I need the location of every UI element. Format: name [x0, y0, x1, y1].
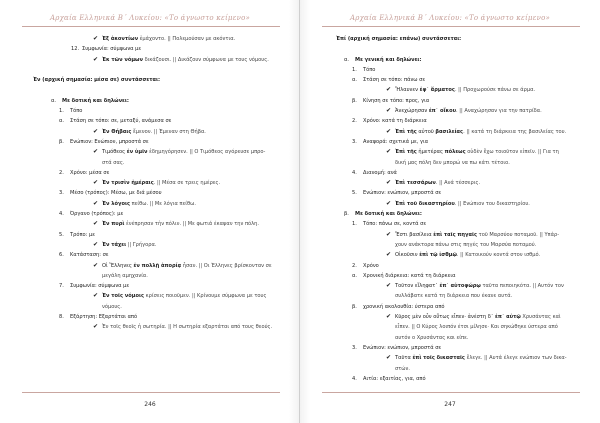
translation-text: στών. [395, 365, 411, 372]
text-line [318, 65, 584, 75]
list-marker: 3. [352, 138, 357, 145]
checkmark-icon: ✔ [386, 148, 392, 156]
checkmark-icon: ✔ [386, 282, 392, 290]
text-line [318, 96, 584, 106]
text-segment: Τόπο [363, 66, 376, 73]
text-segment: Εξάρτηση: Εξαρτάται από [70, 314, 138, 321]
text-line [318, 209, 584, 219]
checkmark-icon: ✔ [93, 148, 99, 156]
translation-text: τοῦ Μαρσύου ποταμοῦ. || Υπάρ- [477, 231, 560, 238]
text-line [318, 219, 584, 229]
checkmark-icon: ✔ [93, 261, 99, 269]
text-line [33, 322, 283, 332]
text-line [318, 250, 584, 260]
example-keyword: ἐπὶ ταῖς πηγαῖς [433, 231, 478, 238]
example-keyword: Με δοτική και δηλώνει: [62, 97, 129, 104]
text-line [318, 85, 584, 95]
text-segment: Αναφορά: σχετικά με, για [363, 138, 429, 145]
translation-text: . || Ανά τέσσερις. [435, 180, 481, 187]
text-segment: Οἰκοῦσιν [395, 252, 420, 259]
example-keyword: ἐπ᾽ αὐτοφώρῳ [439, 283, 481, 290]
text-segment: ἡμετέρας [416, 149, 445, 156]
page-number: 246 [144, 401, 156, 408]
text-line [318, 55, 584, 65]
text-line [33, 85, 283, 95]
gutter-shadow [289, 0, 299, 423]
list-marker: 6. [59, 252, 64, 259]
text-segment: Τρόπο: με [70, 231, 95, 238]
page-number: 247 [444, 401, 456, 408]
example-keyword: Ἐν (αρχική σημασία: μέσα σε) συντάσσεται: [33, 77, 161, 84]
checkmark-icon: ✔ [93, 55, 99, 63]
text-segment: Χρόνο: μέσα σε [70, 169, 110, 176]
example-keyword: πόλεως [444, 149, 466, 156]
text-segment: Ἔστι βασίλεια [395, 231, 434, 238]
text-line [33, 127, 283, 137]
translation-text: στά σας. [102, 159, 125, 166]
text-line [33, 75, 283, 85]
translation-text: . || Κατοικούν κοντά στον ισθμό. [456, 252, 541, 259]
text-line [318, 137, 584, 147]
list-marker: α. [352, 272, 357, 279]
example-keyword: Ἐπί (αρχική σημασία: επάνω) συντάσσεται: [336, 36, 462, 42]
example-keyword: Ἐπὶ τῆς [395, 149, 417, 156]
translation-text: εἶπεν. || Ο Κύρος λοιπόν έτσι μίλησε· Και σηκώθηκε ύστερα από [395, 324, 558, 331]
page-body [318, 34, 584, 384]
text-line [318, 44, 584, 54]
example-keyword: ἐπὶ τῷ ἰσθμῷ [419, 252, 457, 259]
text-segment: Τόπο [70, 108, 83, 115]
list-marker: 12. [71, 46, 80, 53]
translation-text: ταῦτα πεποιηκότα. || Αυτόν τον [480, 283, 564, 290]
list-marker: 2. [59, 169, 64, 176]
text-line [33, 250, 283, 260]
text-line [318, 240, 584, 250]
text-line [33, 96, 283, 106]
checkmark-icon: ✔ [386, 230, 392, 238]
text-segment: αὐτοῦ [416, 128, 436, 135]
text-line [318, 261, 584, 271]
text-segment: Ενώπιον: ενώπιον, μπροστά σε [363, 344, 442, 351]
checkmark-icon: ✔ [93, 35, 99, 42]
example-keyword: Ἐπὶ τοῦ δικαστηρίου [395, 200, 455, 207]
page-header: Αρχαία Ελληνικά Β΄ Λυκείου: «Το άγνωστο κείμενο» [350, 14, 550, 22]
example-keyword: Ἐπὶ τεσσάρων [395, 180, 436, 187]
text-line [318, 188, 584, 198]
right-page [300, 0, 600, 423]
translation-text: νόμους. [102, 303, 122, 310]
example-keyword: Ἐν τρισὶν ἡμέραις [102, 180, 154, 187]
list-marker: 3. [59, 190, 64, 197]
example-keyword: Ἐν τοῖς νόμοις [102, 293, 145, 300]
text-line [33, 281, 283, 291]
translation-text: συλλάβατε κατά τη διάρκεια που έκανε αυτά. [395, 293, 513, 300]
translation-text: ἦσαν. || Οι Έλληνες βρίσκονταν σε [181, 262, 272, 269]
text-line [318, 106, 584, 116]
text-line [318, 364, 584, 374]
text-line [318, 230, 584, 240]
example-keyword: Ἐν Θήβαις [102, 128, 132, 135]
text-line [33, 168, 283, 178]
translation-text: . || Μέσα σε τρεις ημέρες. [153, 180, 221, 187]
example-keyword: ἐπ᾽ οἴκου [428, 108, 457, 115]
text-segment: Ενώπιον: ενώπιον, μπροστά σε [363, 190, 442, 197]
list-marker: 2. [352, 262, 357, 269]
text-line [33, 34, 283, 44]
text-line [33, 302, 283, 312]
footer-rule [322, 392, 580, 393]
translation-text: χουν ανάκτορα πάνω στις πηγές του Μαρσύα ποταμού. [395, 241, 537, 248]
list-marker: 3. [352, 344, 357, 351]
list-marker: α. [59, 118, 64, 125]
text-segment: Ενώπιον: Ενώπιον, μπροστά σε [70, 138, 149, 145]
list-marker: 4. [352, 375, 357, 382]
translation-text: . || Προχωρούσε πάνω σε άρμα. [454, 87, 536, 94]
text-line [33, 188, 283, 198]
text-line [33, 158, 283, 168]
text-line [318, 322, 584, 332]
text-segment: Διανομή: ανά [363, 169, 397, 176]
list-marker: β. [352, 97, 357, 104]
checkmark-icon: ✔ [93, 220, 99, 228]
checkmark-icon: ✔ [93, 240, 99, 248]
list-marker: 2. [352, 118, 357, 125]
text-segment: Τόπο: πάνω σε, κοντά σε [363, 221, 427, 228]
translation-text: κρίσεις ποιοῦμεν. || Κρίνουμε σύμφωνα με τους [144, 293, 267, 300]
example-keyword: ἐπ᾽ αὐτῷ [495, 314, 521, 321]
example-keyword: Με δοτική και δηλώνει: [355, 211, 422, 218]
list-marker: 7. [59, 283, 64, 290]
checkmark-icon: ✔ [93, 199, 99, 207]
example-keyword: Ἐπὶ τῆς [395, 128, 417, 135]
translation-text: μεγάλη αμηχανία. [102, 272, 148, 279]
checkmark-icon: ✔ [386, 179, 392, 187]
translation-text: δική μας πόλη δεν μπορώ να πω κάτι τέτοιο. [395, 159, 510, 166]
checkmark-icon: ✔ [386, 127, 392, 135]
text-line [33, 271, 283, 281]
translation-text: . || Ενώπιον του δικαστηρίου. [454, 200, 530, 207]
text-segment: Αιτία: εξαιτίας, για, από [363, 375, 426, 382]
text-line [33, 44, 283, 54]
text-line [33, 261, 283, 271]
translation-text: ἐδημηγόρησεν. || Ο Τιμόθεος αγόρευσε μπρο- [147, 149, 266, 156]
example-keyword: ἐν ὑμῖν [126, 149, 148, 156]
text-line [33, 106, 283, 116]
text-line [33, 312, 283, 322]
text-line [318, 34, 584, 44]
text-line [33, 291, 283, 301]
text-line [318, 374, 584, 384]
text-segment: χρονική ακολουθία: ύστερα από [363, 303, 445, 310]
example-keyword: Ἐν τάχει [102, 241, 127, 248]
text-segment: Ταῦτα [395, 355, 413, 362]
text-line [318, 302, 584, 312]
text-segment: Χρόνο [363, 262, 379, 269]
text-line [318, 127, 584, 137]
text-segment: Ἤλαυνεν [395, 87, 420, 94]
checkmark-icon: ✔ [386, 251, 392, 259]
translation-text: Χρυσάντας καὶ [520, 314, 561, 321]
list-marker: α. [344, 56, 349, 63]
header-rule [22, 26, 280, 27]
text-segment: Χρονική διάρκεια: κατά τη διάρκεια [363, 272, 456, 279]
example-keyword: Ἐν πυρὶ [102, 221, 125, 228]
text-segment: Χρόνο: κατά τη διάρκεια [363, 118, 427, 125]
checkmark-icon: ✔ [386, 313, 392, 321]
text-segment: Όργανο (τρόπος): με [70, 211, 124, 218]
text-line [33, 240, 283, 250]
page-header: Αρχαία Ελληνικά Β΄ Λυκείου: «Το άγνωστο κείμενο» [50, 14, 250, 22]
translation-text: . || Αναχώρησαν για την πατρίδα. [456, 108, 542, 115]
example-keyword: Ἐκ τῶν νόμων [102, 56, 143, 63]
text-line [33, 178, 283, 188]
translation-text: Ἐν τοῖς θεοῖς ἡ σωτηρία. || Η σωτηρία εξαρτάται από τους θεούς. [102, 324, 273, 331]
page-body [33, 34, 283, 333]
text-line [318, 281, 584, 291]
list-marker: 5. [352, 190, 357, 197]
text-line [33, 55, 283, 65]
text-segment: Στάση σε τόπο: σε, μεταξύ, ανάμεσα σε [70, 118, 172, 125]
text-line [318, 333, 584, 343]
translation-text: ἐνέπρησαν τὴν πόλιν. || Με φωτιά έκαψαν την πόλη. [124, 221, 260, 228]
list-marker: 5. [59, 231, 64, 238]
text-line [33, 199, 283, 209]
list-marker: 1. [59, 108, 64, 115]
list-marker: 1. [352, 221, 357, 228]
text-line [33, 65, 283, 75]
translation-text: αυτόν ο Χρυσάντας και είπε. [395, 334, 469, 341]
text-line [33, 116, 283, 126]
text-line [318, 291, 584, 301]
example-keyword: ἐπὶ τοῖς δικασταῖς [412, 355, 465, 362]
gutter-shadow [300, 0, 310, 423]
list-marker: α. [51, 97, 56, 104]
example-keyword: βασιλείας [435, 128, 464, 135]
example-keyword: ἐφ᾽ ἅρματος [419, 87, 455, 94]
list-marker: β. [59, 138, 64, 145]
text-line [318, 75, 584, 85]
checkmark-icon: ✔ [93, 323, 99, 331]
text-segment: Κατάσταση: σε [70, 252, 109, 259]
checkmark-icon: ✔ [386, 86, 392, 94]
text-line [318, 312, 584, 322]
text-segment: Τιμόθεος [102, 149, 127, 156]
checkmark-icon: ✔ [386, 107, 392, 115]
list-marker: β. [352, 303, 357, 310]
list-marker: 4. [352, 169, 357, 176]
text-line [318, 178, 584, 188]
text-segment: Τοῦτον εἴληφατ᾽ [395, 283, 440, 290]
text-line [33, 147, 283, 157]
text-line [33, 209, 283, 219]
text-segment: Οἱ Ἕλληνες [102, 262, 134, 269]
text-line [318, 147, 584, 157]
header-rule [322, 26, 580, 27]
text-line [318, 199, 584, 209]
translation-text: πείθω. || Με λόγια πείθω. [129, 200, 196, 207]
text-line [318, 353, 584, 363]
list-marker: 1. [352, 66, 357, 73]
checkmark-icon: ✔ [93, 179, 99, 187]
text-segment: Συμφωνία: σύμφωνα με [82, 46, 142, 53]
text-line [33, 137, 283, 147]
text-line [33, 230, 283, 240]
checkmark-icon: ✔ [386, 354, 392, 362]
list-marker: β. [344, 211, 349, 218]
text-line [318, 116, 584, 126]
text-segment: Συμφωνία: σύμφωνα με [70, 283, 130, 290]
translation-text: ἔμενον. || Έμεναν στη Θήβα. [131, 128, 206, 135]
checkmark-icon: ✔ [386, 199, 392, 207]
translation-text: ἐμάχοντο. || Πολεμούσαν με ακόντια. [138, 36, 236, 42]
text-segment: Κίνηση σε τόπο: προς, για [363, 97, 430, 104]
example-keyword: ἐν πολλῇ ἀπορίᾳ [133, 262, 182, 269]
checkmark-icon: ✔ [93, 292, 99, 300]
translation-text: ἔλεγε. || Αυτά έλεγε ενώπιον των δικα- [464, 355, 567, 362]
text-line [318, 271, 584, 281]
translation-text: || Γρήγορα. [126, 241, 157, 248]
list-marker: 4. [59, 211, 64, 218]
example-keyword: Ἐξ ἀκοντίων [102, 36, 139, 42]
example-keyword: Με γενική και δηλώνει: [355, 56, 422, 63]
translation-text: . || κατά τη διάρκεια της βασιλείας του. [463, 128, 567, 135]
text-line [318, 168, 584, 178]
text-line [318, 158, 584, 168]
text-segment: Μέσο (τρόπος): Μέσω, με διά μέσου [70, 190, 162, 197]
text-segment: Ἀνεχώρησαν [395, 108, 429, 115]
text-line [318, 343, 584, 353]
translation-text: δικάζουσι. || Δικάζουν σύμφωνα με τους νόμους. [142, 56, 269, 63]
text-segment: Κῦρος μὲν οὖν οὕτως εἶπεν· ἀνέστη δ᾽ [395, 314, 495, 321]
text-line [33, 219, 283, 229]
list-marker: α. [352, 77, 357, 84]
footer-rule [22, 392, 280, 393]
checkmark-icon: ✔ [93, 127, 99, 135]
example-keyword: Ἐν λόγοις [102, 200, 130, 207]
text-segment: Στάση σε τόπο: πάνω σε [363, 77, 426, 84]
translation-text: οὐδὲν ἔχω τοιοῦτον εἰπεῖν. || Για τη [465, 149, 559, 156]
list-marker: 8. [59, 314, 64, 321]
